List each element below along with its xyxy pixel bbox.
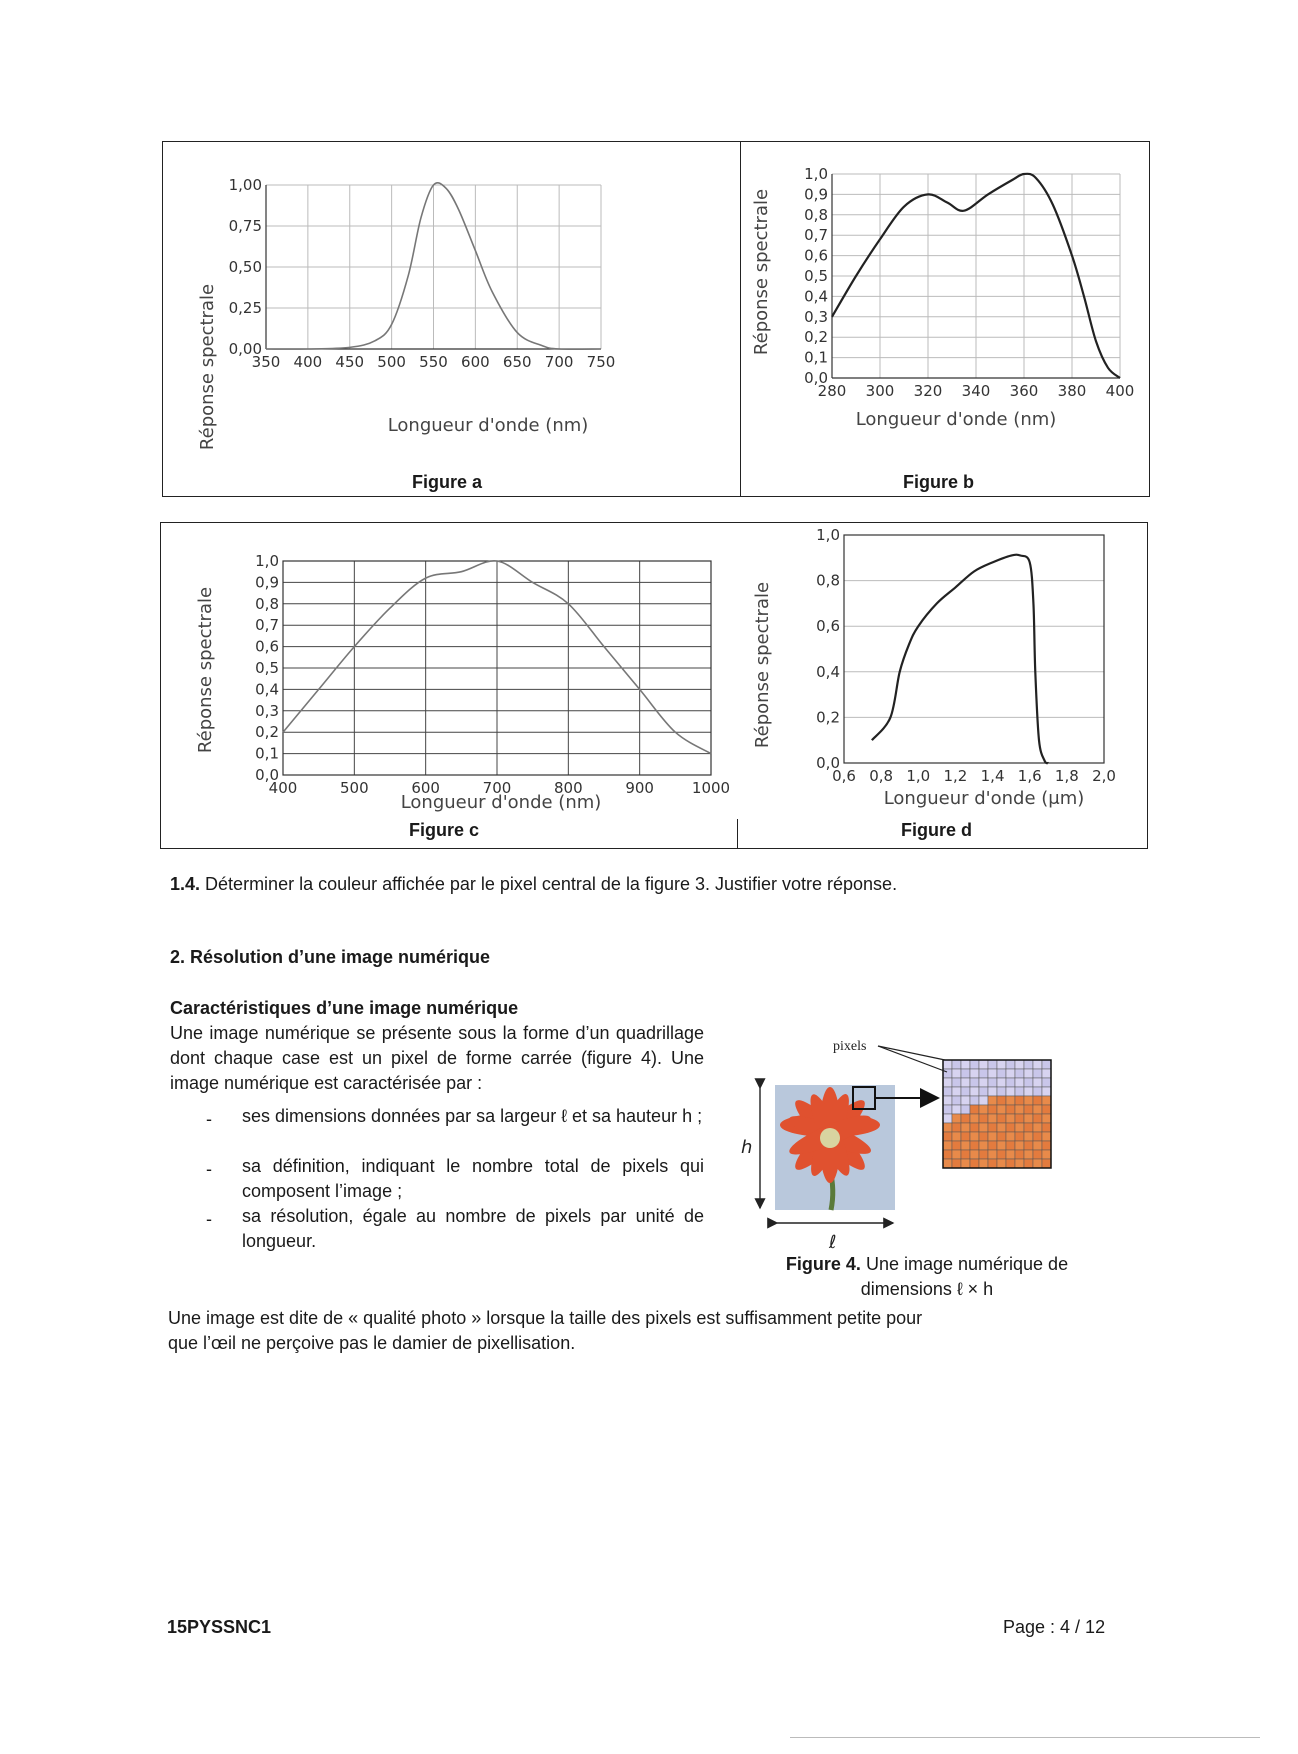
x-axis-label: Longueur d'onde (μm) <box>883 788 1085 809</box>
pixel-cell <box>970 1096 979 1105</box>
y-tick-label: 0,3 <box>804 307 828 326</box>
pixel-cell <box>952 1087 961 1096</box>
x-tick-label: 350 <box>251 353 281 371</box>
closing-paragraph: Une image est dite de « qualité photo » lorsque la taille des pixels est suffisamment petite pour que l’œil ne perçoive pas le damier de pixellisation. <box>168 1308 923 1353</box>
pixel-cell <box>1024 1087 1033 1096</box>
document-code: 15PYSSNC1 <box>167 1617 272 1637</box>
pixel-cell <box>988 1096 997 1105</box>
x-tick-label: 650 <box>502 353 532 371</box>
y-tick-label: 0,2 <box>804 328 828 347</box>
width-label: ℓ <box>829 1232 837 1253</box>
pixel-cell <box>961 1096 970 1105</box>
footer-rule <box>790 1737 1260 1738</box>
x-tick-label: 750 <box>586 353 616 371</box>
pixel-cell <box>943 1069 952 1078</box>
pixel-cell <box>961 1132 970 1141</box>
x-tick-label: 600 <box>461 353 490 371</box>
pixel-cell <box>997 1078 1006 1087</box>
y-tick-label: 1,0 <box>804 165 828 183</box>
y-tick-label: 0,0 <box>804 369 828 387</box>
x-tick-label: 340 <box>961 382 991 400</box>
pixel-cell <box>1042 1159 1051 1168</box>
pixel-cell <box>1015 1114 1024 1123</box>
pixel-cell <box>1006 1060 1015 1069</box>
x-tick-label: 1000 <box>691 779 731 797</box>
bullet-item: sa résolution, égale au nombre de pixels par unité de longueur. <box>242 1206 704 1251</box>
x-tick-label: 1,6 <box>1017 767 1042 785</box>
pixel-cell <box>1042 1123 1051 1132</box>
x-tick-label: 380 <box>1057 382 1087 400</box>
pixel-cell <box>952 1069 961 1078</box>
pixel-cell <box>979 1078 988 1087</box>
pixel-cell <box>1015 1132 1024 1141</box>
y-tick-label: 0,5 <box>255 659 279 677</box>
y-tick-label: 0,8 <box>255 594 279 613</box>
pixel-cell <box>997 1087 1006 1096</box>
y-tick-label: 0,1 <box>804 348 828 367</box>
pixel-cell <box>970 1141 979 1150</box>
y-tick-label: 0,6 <box>816 617 840 636</box>
pixel-cell <box>952 1159 961 1168</box>
pixel-cell <box>952 1150 961 1159</box>
figure-4-caption-label: Figure 4. <box>785 1254 861 1274</box>
pixel-cell <box>988 1159 997 1168</box>
pixel-cell <box>943 1141 952 1150</box>
x-tick-label: 800 <box>554 779 583 797</box>
series-line-d <box>872 555 1048 763</box>
chart-figure-d <box>738 523 1146 848</box>
pixel-cell <box>1015 1150 1024 1159</box>
y-tick-label: 1,0 <box>255 552 279 570</box>
x-tick-label: 1,0 <box>906 767 931 785</box>
pixel-cell <box>970 1078 979 1087</box>
pixel-cell <box>1024 1105 1033 1114</box>
figure-4-caption <box>762 1252 1092 1302</box>
pixel-cell <box>1033 1150 1042 1159</box>
pixels-label: pixels <box>833 1039 867 1054</box>
pixel-cell <box>943 1150 952 1159</box>
pixel-cell <box>952 1132 961 1141</box>
pixel-cell <box>997 1096 1006 1105</box>
y-tick-label: 0,9 <box>255 573 279 592</box>
pixel-cell <box>961 1123 970 1132</box>
pixel-cell <box>952 1105 961 1114</box>
section-title: 2. Résolution d’une image numérique <box>170 947 491 967</box>
y-axis-label: Réponse spectrale <box>752 581 773 749</box>
figure-4-caption-text: Une image numérique de <box>865 1254 1069 1274</box>
y-tick-label: 0,5 <box>804 267 828 285</box>
subsection-title: Caractéristiques d’une image numérique <box>170 998 519 1018</box>
pixel-cell <box>1042 1141 1051 1150</box>
pixel-cell <box>1015 1078 1024 1087</box>
pixel-cell <box>997 1123 1006 1132</box>
pixel-cell <box>988 1150 997 1159</box>
y-tick-label: 0,8 <box>816 571 840 590</box>
pixel-cell <box>1042 1105 1051 1114</box>
x-tick-label: 1,4 <box>980 767 1005 785</box>
pixel-cell <box>979 1096 988 1105</box>
y-tick-label: 0,75 <box>228 217 262 235</box>
pixel-cell <box>1006 1069 1015 1078</box>
x-tick-label: 360 <box>1009 382 1039 400</box>
pixel-cell <box>997 1069 1006 1078</box>
pixel-cell <box>1006 1159 1015 1168</box>
y-tick-label: 1,00 <box>228 176 262 194</box>
y-tick-label: 0,4 <box>255 680 279 699</box>
pixel-cell <box>1042 1069 1051 1078</box>
x-tick-label: 0,8 <box>869 767 894 785</box>
pixel-cell <box>952 1096 961 1105</box>
pixel-cell <box>952 1114 961 1123</box>
pixel-cell <box>961 1087 970 1096</box>
pixel-cell <box>943 1159 952 1168</box>
x-tick-label: 0,6 <box>832 767 856 785</box>
pixel-cell <box>988 1060 997 1069</box>
pixel-cell <box>1042 1060 1051 1069</box>
pixel-cell <box>1033 1096 1042 1105</box>
pixel-cell <box>1042 1078 1051 1087</box>
pixel-cell <box>1024 1096 1033 1105</box>
pixel-cell <box>1006 1123 1015 1132</box>
pixel-cell <box>1015 1096 1024 1105</box>
pixel-cell <box>970 1087 979 1096</box>
y-axis-label: Réponse spectrale <box>195 586 216 754</box>
pixel-cell <box>979 1087 988 1096</box>
pixel-cell <box>970 1105 979 1114</box>
x-tick-label: 400 <box>268 779 298 797</box>
x-tick-label: 700 <box>482 779 512 797</box>
y-tick-label: 0,4 <box>816 662 840 681</box>
pixel-cell <box>1033 1078 1042 1087</box>
pixel-cell <box>979 1159 988 1168</box>
pixel-cell <box>979 1105 988 1114</box>
pixel-cell <box>988 1087 997 1096</box>
pixel-cell <box>979 1123 988 1132</box>
figure-d-caption: Figure d <box>901 820 972 840</box>
pixel-cell <box>1033 1114 1042 1123</box>
pixel-cell <box>943 1114 952 1123</box>
pixel-cell <box>1042 1096 1051 1105</box>
y-tick-label: 0,3 <box>255 701 279 720</box>
x-tick-label: 550 <box>419 353 448 371</box>
pixel-cell <box>961 1141 970 1150</box>
x-tick-label: 2,0 <box>1092 767 1116 785</box>
x-tick-label: 600 <box>411 779 440 797</box>
y-tick-label: 0,6 <box>255 637 279 656</box>
x-axis-label: Longueur d'onde (nm) <box>387 415 589 436</box>
pixel-cell <box>1033 1105 1042 1114</box>
pixel-cell <box>970 1123 979 1132</box>
pixel-cell <box>1006 1150 1015 1159</box>
pixel-cell <box>1024 1060 1033 1069</box>
x-tick-label: 450 <box>335 353 365 371</box>
figure-c-caption: Figure c <box>409 820 480 840</box>
pixel-cell <box>988 1069 997 1078</box>
chart-figure-c <box>161 523 736 848</box>
x-tick-label: 400 <box>1105 382 1135 400</box>
pixel-cell <box>997 1114 1006 1123</box>
y-tick-label: 0,7 <box>804 226 828 245</box>
pixel-cell <box>1033 1060 1042 1069</box>
y-axis-label: Réponse spectrale <box>197 283 218 451</box>
page-number: Page : 4 / 12 <box>1003 1617 1106 1637</box>
pixel-cell <box>952 1060 961 1069</box>
pixel-cell <box>1024 1078 1033 1087</box>
pixel-cell <box>970 1060 979 1069</box>
pixel-cell <box>1015 1159 1024 1168</box>
pixel-cell <box>1042 1114 1051 1123</box>
pixel-cell <box>1024 1150 1033 1159</box>
y-tick-label: 0,25 <box>228 299 262 317</box>
y-tick-label: 0,0 <box>255 766 279 784</box>
pixel-cell <box>961 1060 970 1069</box>
pixel-cell <box>1024 1159 1033 1168</box>
y-tick-label: 0,2 <box>255 723 279 742</box>
pixel-cell <box>979 1132 988 1141</box>
figure-divider <box>740 142 741 496</box>
pixel-cell <box>1015 1069 1024 1078</box>
pixel-cell <box>952 1078 961 1087</box>
bullet-item: ses dimensions données par sa largeur ℓ et sa hauteur h ; <box>242 1106 703 1126</box>
x-axis-label: Longueur d'onde (nm) <box>400 792 602 813</box>
pixel-cell <box>1015 1087 1024 1096</box>
pixel-cell <box>979 1114 988 1123</box>
pixel-cell <box>979 1141 988 1150</box>
question-1-4 <box>170 872 1130 897</box>
x-tick-label: 280 <box>817 382 847 400</box>
chart-figure-b <box>742 142 1148 496</box>
x-tick-label: 300 <box>865 382 895 400</box>
y-tick-label: 0,50 <box>228 258 262 276</box>
pixel-cell <box>997 1132 1006 1141</box>
pixel-cell <box>943 1087 952 1096</box>
pixel-cell <box>988 1141 997 1150</box>
y-tick-label: 0,1 <box>255 744 279 763</box>
y-tick-label: 0,6 <box>804 246 828 265</box>
pixel-cell <box>1042 1150 1051 1159</box>
pixel-cell <box>1042 1132 1051 1141</box>
pixel-cell <box>997 1159 1006 1168</box>
y-tick-label: 1,0 <box>816 526 840 544</box>
pixel-cell <box>943 1078 952 1087</box>
y-tick-label: 0,0 <box>816 754 840 772</box>
pixel-cell <box>1006 1096 1015 1105</box>
figure-4-illustration <box>735 1030 1065 1255</box>
x-tick-label: 1,8 <box>1054 767 1079 785</box>
intro-paragraph: Une image numérique se présente sous la forme d’un quadrillage dont chaque case est un pixel de forme carrée (figure 4). Une image numérique est caractérisée par : <box>170 1023 704 1093</box>
pixel-cell <box>943 1096 952 1105</box>
pixel-cell <box>988 1114 997 1123</box>
x-tick-label: 500 <box>377 353 406 371</box>
pixel-cell <box>1024 1114 1033 1123</box>
pixel-cell <box>1006 1141 1015 1150</box>
pixel-cell <box>979 1060 988 1069</box>
pixel-cell <box>988 1123 997 1132</box>
y-tick-label: 0,8 <box>804 205 828 224</box>
pixel-cell <box>970 1114 979 1123</box>
y-axis-label: Réponse spectrale <box>751 188 772 356</box>
pixel-cell <box>961 1150 970 1159</box>
bullet-dash: - <box>206 1159 212 1179</box>
pixel-cell <box>952 1123 961 1132</box>
x-tick-label: 500 <box>340 779 369 797</box>
question-number: 1.4. <box>170 874 201 894</box>
pixel-cell <box>988 1105 997 1114</box>
y-tick-label: 0,9 <box>804 185 828 204</box>
pixel-cell <box>1033 1132 1042 1141</box>
pixel-cell <box>979 1150 988 1159</box>
pixel-cell <box>988 1078 997 1087</box>
pixel-cell <box>1033 1087 1042 1096</box>
x-axis-label: Longueur d'onde (nm) <box>855 409 1057 430</box>
pixel-cell <box>997 1141 1006 1150</box>
pixel-cell <box>1006 1105 1015 1114</box>
pixel-cell <box>997 1060 1006 1069</box>
pixel-cell <box>970 1159 979 1168</box>
y-tick-label: 0,7 <box>255 616 279 635</box>
pixel-grid <box>943 1060 1051 1168</box>
y-tick-label: 0,2 <box>816 708 840 727</box>
bullet-dash: - <box>206 1209 212 1229</box>
pixel-cell <box>1024 1132 1033 1141</box>
pixel-cell <box>1006 1114 1015 1123</box>
figure-4-caption-dimensions: dimensions ℓ × h <box>860 1279 994 1299</box>
chart-figure-a <box>163 142 738 496</box>
pixel-cell <box>1033 1123 1042 1132</box>
pixel-cell <box>943 1123 952 1132</box>
pixel-cell <box>952 1141 961 1150</box>
bullet-dash: - <box>206 1109 212 1129</box>
question-text: Déterminer la couleur affichée par le pixel central de la figure 3. Justifier votre réponse. <box>205 874 898 894</box>
pixel-cell <box>1015 1060 1024 1069</box>
pixel-cell <box>979 1069 988 1078</box>
pixel-cell <box>961 1069 970 1078</box>
pixel-cell <box>943 1060 952 1069</box>
pixel-cell <box>1024 1141 1033 1150</box>
pixel-cell <box>988 1132 997 1141</box>
pixel-cell <box>1006 1132 1015 1141</box>
pixel-cell <box>970 1132 979 1141</box>
pixel-cell <box>1015 1141 1024 1150</box>
y-tick-label: 0,00 <box>228 340 262 358</box>
pixel-cell <box>970 1069 979 1078</box>
pixel-cell <box>961 1159 970 1168</box>
pixel-cell <box>1006 1078 1015 1087</box>
pixel-cell <box>1033 1141 1042 1150</box>
pixel-cell <box>1015 1123 1024 1132</box>
pixel-cell <box>1033 1159 1042 1168</box>
pixel-cell <box>997 1105 1006 1114</box>
pixel-cell <box>1006 1087 1015 1096</box>
arrow-icon <box>920 1088 940 1108</box>
bullet-item: sa définition, indiquant le nombre total de pixels qui composent l’image ; <box>242 1156 704 1201</box>
pixel-cell <box>943 1132 952 1141</box>
pixel-cell <box>961 1105 970 1114</box>
pixel-cell <box>961 1114 970 1123</box>
pixel-cell <box>943 1105 952 1114</box>
pixel-cell <box>1015 1105 1024 1114</box>
pixel-cell <box>997 1150 1006 1159</box>
x-tick-label: 400 <box>293 353 323 371</box>
x-tick-label: 900 <box>625 779 654 797</box>
pixel-cell <box>1024 1123 1033 1132</box>
figure-a-caption: Figure a <box>412 472 483 492</box>
height-label: h <box>741 1137 753 1158</box>
pixel-cell <box>1024 1069 1033 1078</box>
pixel-cell <box>970 1150 979 1159</box>
pixel-cell <box>1042 1087 1051 1096</box>
x-tick-label: 700 <box>544 353 574 371</box>
y-tick-label: 0,4 <box>804 287 828 306</box>
pixel-cell <box>961 1078 970 1087</box>
x-tick-label: 1,2 <box>943 767 968 785</box>
x-tick-label: 320 <box>913 382 943 400</box>
pixel-cell <box>1033 1069 1042 1078</box>
figure-b-caption: Figure b <box>903 472 974 492</box>
